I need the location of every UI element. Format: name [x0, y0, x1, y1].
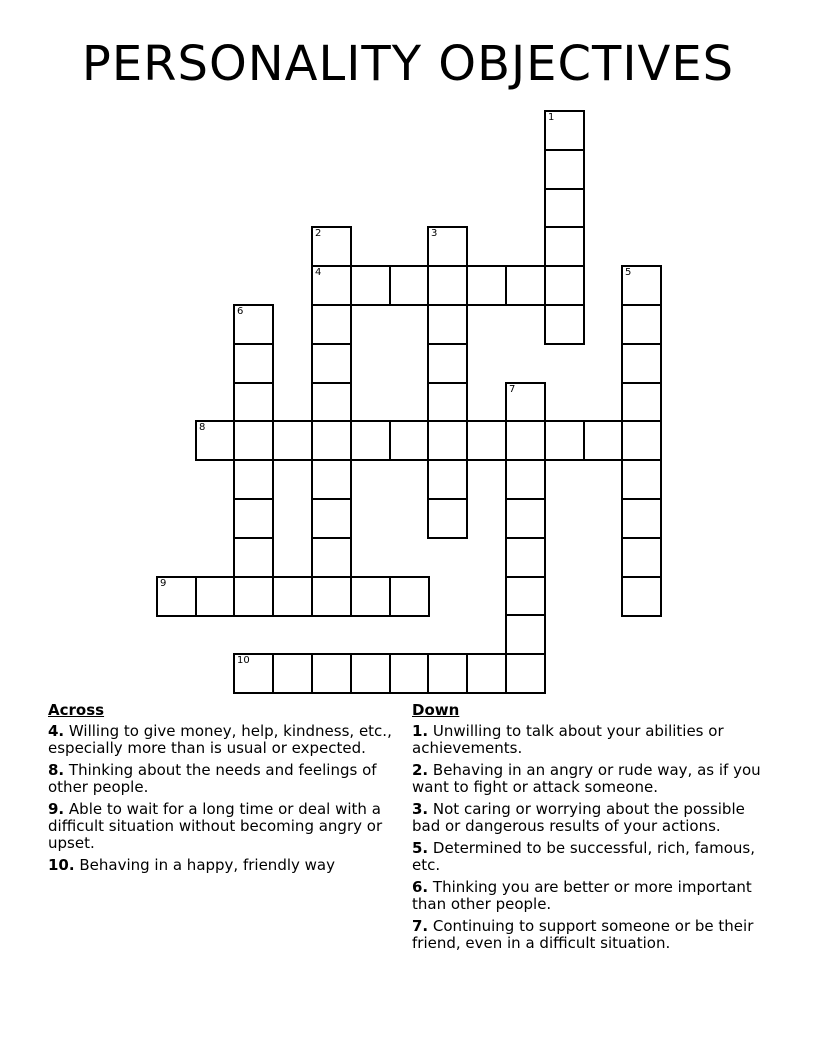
clue-label: 7. — [412, 917, 429, 935]
grid-cell[interactable] — [466, 420, 507, 461]
clue-label: 8. — [48, 761, 65, 779]
grid-cell[interactable] — [427, 343, 468, 384]
grid-cell[interactable] — [621, 498, 662, 539]
across-heading: Across — [48, 701, 105, 719]
clue-label: 9. — [48, 800, 65, 818]
grid-cell[interactable] — [233, 498, 274, 539]
grid-cell[interactable] — [233, 343, 274, 384]
grid-cell[interactable] — [311, 226, 352, 267]
grid-cell[interactable] — [233, 576, 274, 617]
clue-label: 1. — [412, 722, 429, 740]
clue-number: 5 — [625, 267, 632, 278]
puzzle-title: PERSONALITY OBJECTIVES — [81, 36, 735, 92]
grid-cell[interactable] — [427, 226, 468, 267]
down-clues — [412, 702, 762, 957]
grid-cell[interactable] — [621, 265, 662, 306]
grid-cell[interactable] — [427, 265, 468, 306]
grid-cell[interactable] — [311, 382, 352, 423]
clue-label: 10. — [48, 856, 75, 874]
across-clue — [48, 801, 393, 852]
grid-cell[interactable] — [233, 459, 274, 500]
across-clue — [48, 762, 393, 796]
grid-cell[interactable] — [427, 459, 468, 500]
across-clue — [48, 857, 393, 874]
grid-cell[interactable] — [233, 537, 274, 578]
grid-cell[interactable] — [311, 653, 352, 694]
clue-number: 6 — [237, 306, 244, 317]
grid-cell[interactable] — [505, 614, 546, 655]
clue-label: 6. — [412, 878, 429, 896]
down-clue — [412, 801, 762, 835]
grid-cell[interactable] — [156, 576, 197, 617]
clue-text: Not caring or worrying about the possible bad or dangerous results of your actions. — [412, 800, 745, 835]
clue-text: Willing to give money, help, kindness, etc., especially more than is usual or expected. — [48, 722, 392, 757]
across-clues — [48, 702, 393, 879]
clue-text: Thinking about the needs and feelings of other people. — [48, 761, 377, 796]
clue-text: Able to wait for a long time or deal with a difficult situation without becoming angry or upset. — [48, 800, 383, 852]
down-clue — [412, 918, 762, 952]
grid-cell[interactable] — [233, 304, 274, 345]
down-clue — [412, 840, 762, 874]
grid-cell[interactable] — [389, 420, 430, 461]
grid-cell[interactable] — [427, 498, 468, 539]
down-clue — [412, 879, 762, 913]
grid-cell[interactable] — [544, 420, 585, 461]
grid-cell[interactable] — [505, 459, 546, 500]
grid-cell[interactable] — [544, 226, 585, 267]
down-clue — [412, 762, 762, 796]
grid-cell[interactable] — [427, 304, 468, 345]
grid-cell[interactable] — [544, 110, 585, 151]
grid-cell[interactable] — [195, 420, 236, 461]
grid-cell[interactable] — [389, 576, 430, 617]
clue-text: Thinking you are better or more important than other people. — [412, 878, 752, 913]
clue-label: 5. — [412, 839, 429, 857]
clue-text: Determined to be successful, rich, famous, etc. — [412, 839, 755, 874]
grid-cell[interactable] — [583, 420, 624, 461]
clue-label: 4. — [48, 722, 65, 740]
grid-cell[interactable] — [621, 459, 662, 500]
clue-label: 3. — [412, 800, 429, 818]
grid-cell[interactable] — [505, 498, 546, 539]
clue-number: 2 — [315, 228, 322, 239]
grid-cell[interactable] — [233, 653, 274, 694]
grid-cell[interactable] — [427, 653, 468, 694]
clue-number: 10 — [237, 655, 250, 666]
grid-cell[interactable] — [621, 382, 662, 423]
clue-text: Behaving in a happy, friendly way — [74, 856, 335, 874]
grid-cell[interactable] — [195, 576, 236, 617]
down-clue-list — [412, 723, 762, 952]
grid-cell[interactable] — [544, 265, 585, 306]
grid-cell[interactable] — [621, 304, 662, 345]
grid-cell[interactable] — [621, 343, 662, 384]
clue-number: 1 — [548, 112, 555, 123]
grid-cell[interactable] — [272, 420, 313, 461]
grid-cell[interactable] — [466, 265, 507, 306]
grid-cell[interactable] — [311, 265, 352, 306]
grid-cell[interactable] — [311, 537, 352, 578]
grid-cell[interactable] — [621, 537, 662, 578]
grid-cell[interactable] — [505, 265, 546, 306]
grid-cell[interactable] — [544, 188, 585, 229]
grid-cell[interactable] — [311, 304, 352, 345]
across-clue-list — [48, 723, 393, 874]
clue-number: 8 — [199, 422, 206, 433]
clue-number: 9 — [160, 578, 167, 589]
down-clue — [412, 723, 762, 757]
grid-cell[interactable] — [505, 537, 546, 578]
clue-number: 4 — [315, 267, 322, 278]
clue-number: 7 — [509, 384, 516, 395]
grid-cell[interactable] — [350, 576, 391, 617]
grid-cell[interactable] — [466, 653, 507, 694]
clue-number: 3 — [431, 228, 438, 239]
grid-cell[interactable] — [233, 382, 274, 423]
grid-cell[interactable] — [389, 265, 430, 306]
grid-cell[interactable] — [621, 576, 662, 617]
grid-cell[interactable] — [311, 343, 352, 384]
grid-cell[interactable] — [505, 382, 546, 423]
grid-cell[interactable] — [311, 420, 352, 461]
grid-cell[interactable] — [544, 304, 585, 345]
grid-cell[interactable] — [350, 420, 391, 461]
grid-cell[interactable] — [505, 420, 546, 461]
grid-cell[interactable] — [505, 653, 546, 694]
grid-cell[interactable] — [311, 459, 352, 500]
grid-cell[interactable] — [621, 420, 662, 461]
grid-cell[interactable] — [350, 265, 391, 306]
clue-text: Behaving in an angry or rude way, as if you want to fight or attack someone. — [412, 761, 761, 796]
clue-label: 2. — [412, 761, 429, 779]
clue-text: Unwilling to talk about your abilities or achievements. — [412, 722, 724, 757]
grid-cell[interactable] — [311, 498, 352, 539]
clue-text: Continuing to support someone or be their friend, even in a difficult situation. — [412, 917, 754, 952]
grid-cell[interactable] — [311, 576, 352, 617]
down-heading: Down — [412, 701, 460, 719]
grid-cell[interactable] — [544, 149, 585, 190]
grid-cell[interactable] — [427, 420, 468, 461]
across-clue — [48, 723, 393, 757]
grid-cell[interactable] — [233, 420, 274, 461]
grid-cell[interactable] — [350, 653, 391, 694]
grid-cell[interactable] — [272, 576, 313, 617]
grid-cell[interactable] — [389, 653, 430, 694]
grid-cell[interactable] — [427, 382, 468, 423]
grid-cell[interactable] — [505, 576, 546, 617]
grid-cell[interactable] — [272, 653, 313, 694]
